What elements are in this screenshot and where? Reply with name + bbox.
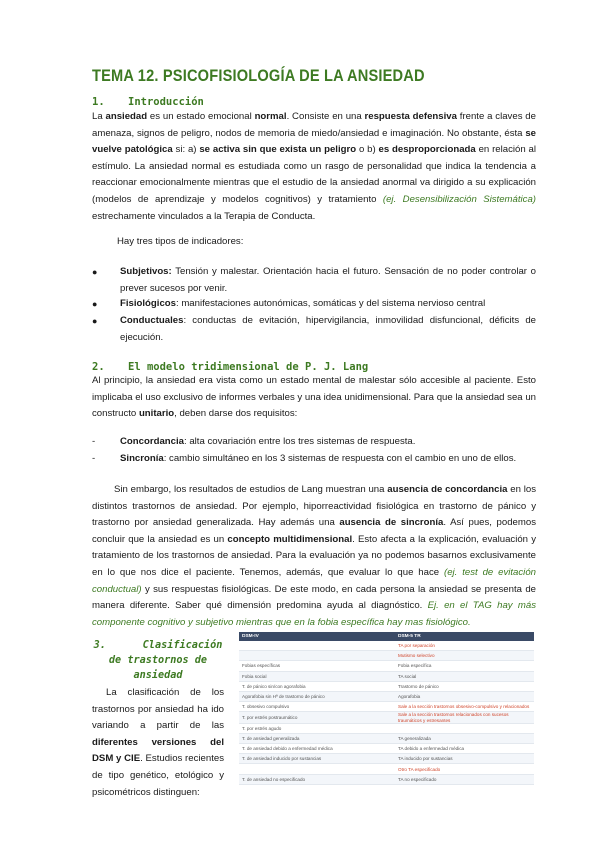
bullet-dot: ● xyxy=(92,299,98,309)
section-3-number: 3. xyxy=(93,640,106,651)
section-3-title: Clasificación de trastornos de ansiedad xyxy=(108,640,223,681)
cell-dsm-iv: T. de ansiedad debido a enfermedad médica xyxy=(239,744,395,754)
table-row xyxy=(239,702,534,712)
section-3-paragraph xyxy=(92,685,224,801)
section-1-heading xyxy=(92,96,204,108)
table-row xyxy=(239,744,534,754)
cell-dsm-5 xyxy=(395,723,534,733)
text-run: : conductas de evitación, hipervigilancia, inmovilidad disfuncional, déficits de ejecución. xyxy=(120,315,536,343)
cell-dsm-5: TA no especificado xyxy=(395,774,534,784)
cell-dsm-iv xyxy=(239,764,395,774)
cell-dsm-iv: T. por estrés agudo xyxy=(239,723,395,733)
cell-dsm-5: Agorafobia xyxy=(395,691,534,701)
indicators-intro: Hay tres tipos de indicadores: xyxy=(117,236,244,247)
section-2-title: El modelo tridimensional de P. J. Lang xyxy=(128,361,369,373)
bullet-text xyxy=(120,313,536,346)
bold-text: ausencia de sincronía xyxy=(339,517,444,529)
table-header-dsm-iv: DSM-IV xyxy=(239,632,395,641)
table-row xyxy=(239,754,534,764)
bold-text: Concordancia xyxy=(120,436,184,447)
table-row xyxy=(239,733,534,743)
dash-marker: - xyxy=(92,453,96,464)
bold-text: normal xyxy=(254,111,287,122)
bold-text: respuesta defensiva xyxy=(364,111,457,122)
table-row xyxy=(239,641,534,651)
table-row xyxy=(239,774,534,784)
text-run: : manifestaciones autonómicas, somáticas y del sistema nervioso central xyxy=(175,298,486,309)
table-header-row xyxy=(239,632,534,641)
example-text: (ej. test de evitación conductual) xyxy=(92,566,536,595)
bold-text: ansiedad xyxy=(105,111,148,122)
cell-dsm-iv xyxy=(239,651,395,661)
text-run: en los distintos trastornos de ansiedad. Por ejemplo, hiporreactividad fisiológica en trastorno de pánico y trastorno por ansiedad generalizada. Hay además una xyxy=(92,484,536,529)
bullet-dot: ● xyxy=(92,316,98,326)
text-run: y sus respuestas fisiológicas. De este modo, en cada persona la ansiedad se presenta de manera diferente. Saber qué dimensión predomina ayuda al diagnóstico. xyxy=(92,583,536,612)
page-title: TEMA 12. PSICOFISIOLOGÍA DE LA ANSIEDAD xyxy=(92,66,425,85)
cell-dsm-iv: T. de ansiedad generalizada xyxy=(239,733,395,743)
classification-table xyxy=(239,632,534,785)
bold-text: Subjetivos: xyxy=(120,266,172,277)
bold-text: unitario xyxy=(138,408,175,420)
text-run: . Consiste en una xyxy=(286,111,365,122)
text-run: si: a) xyxy=(172,144,200,156)
cell-dsm-5: Fobia específica xyxy=(395,661,534,671)
text-run: : cambio simultáneo en los 3 sistemas de respuesta con el cambio en uno de ellos. xyxy=(163,453,517,464)
bullet-text xyxy=(120,296,536,313)
section-2-number: 2. xyxy=(92,361,105,373)
table-row xyxy=(239,712,534,723)
bold-text: diferentes versiones del DSM y CIE xyxy=(92,736,224,765)
cell-dsm-iv: Agorafobia sin Hª de trastorno de pánico xyxy=(239,691,395,701)
text-run: : alta covariación entre los tres sistemas de respuesta. xyxy=(183,436,416,447)
bullet-dot: ● xyxy=(92,267,98,277)
bold-text: Fisiológicos xyxy=(120,298,176,309)
table-row xyxy=(239,671,534,681)
bold-text: es desproporcionada xyxy=(378,144,476,156)
text-run: frente a claves de amenaza, signos de peligro, nodos de memoria de miedo/ansiedad e imaginación. No obstante, ésta xyxy=(92,111,536,139)
cell-dsm-5: Sale a la sección trastornos relacionados con sucesos traumáticos y estresantes xyxy=(395,712,534,723)
cell-dsm-5: Trastorno de pánico xyxy=(395,681,534,691)
text-run: , deben darse dos requisitos: xyxy=(174,408,298,420)
section-2-paragraph-1 xyxy=(92,373,536,423)
dash-marker: - xyxy=(92,436,96,447)
text-run: Al principio, la ansiedad era vista como un estado mental de malestar sólo accesible al paciente. Esto implicaba el uso exclusivo de informes verbales y una idea unidimensional. Para que la ansiedad sea un constructo xyxy=(92,375,536,420)
text-run: La xyxy=(92,111,106,122)
section-2-heading xyxy=(92,361,368,373)
cell-dsm-5: Mutismo selectivo xyxy=(395,651,534,661)
requirement-text xyxy=(120,434,415,451)
text-run: . Esto afecta a la explicación, evaluación y tratamiento de los trastornos de ansiedad. Para la evaluación ya no podemos basarnos exclusivamente en lo que nos dice el paciente. Tenemos, además, que evaluar lo que hace xyxy=(92,533,536,578)
text-run: Sin embargo, los resultados de estudios de Lang muestran una xyxy=(114,484,388,495)
section-1-paragraph xyxy=(92,109,536,225)
text-run: . Estudios recientes de tipo genético, etológico y psicométricos distinguen: xyxy=(92,753,224,798)
table-row xyxy=(239,681,534,691)
text-run: o b) xyxy=(356,144,379,156)
table-row xyxy=(239,651,534,661)
text-run: es un estado emocional xyxy=(147,111,255,122)
bold-text: ausencia de concordancia xyxy=(387,484,508,495)
cell-dsm-iv: T. de ansiedad inducido por sustancias xyxy=(239,754,395,764)
bold-text: se vuelve patológica xyxy=(92,127,536,156)
example-text: (ej. Desensibilización Sistemática) xyxy=(382,193,537,205)
cell-dsm-iv xyxy=(239,641,395,651)
bullet-text xyxy=(120,264,536,297)
table-row xyxy=(239,723,534,733)
cell-dsm-5: TA debido a enfermedad médica xyxy=(395,744,534,754)
cell-dsm-iv: T. por estrés postraumático xyxy=(239,712,395,723)
bold-text: Sincronía xyxy=(120,453,164,464)
cell-dsm-5: Sale a la sección trastornos obsesivo-compulsivo y relacionados xyxy=(395,702,534,712)
bold-text: se activa sin que exista un peligro xyxy=(199,144,357,156)
bullet-subjetivos xyxy=(92,264,536,298)
table-row xyxy=(239,661,534,671)
cell-dsm-5: TA social xyxy=(395,671,534,681)
example-text: Ej. en el TAG hay más componente cognitivo y subjetivo mientras que en la fobia específica hay mas fisiológico. xyxy=(92,600,536,628)
cell-dsm-5: Otro TA especificado xyxy=(395,764,534,774)
cell-dsm-5: TA generalizada xyxy=(395,733,534,743)
text-run: estrechamente vinculados a la Terapia de Conducta. xyxy=(92,210,316,222)
cell-dsm-iv: T. de ansiedad no especificado xyxy=(239,774,395,784)
section-3-column xyxy=(92,638,224,801)
cell-dsm-iv: T. de pánico sin/con agorafobia xyxy=(239,681,395,691)
table-header-dsm-5: DSM-5 TR xyxy=(395,632,534,641)
bold-text: Conductuales xyxy=(120,315,184,326)
cell-dsm-iv: Fobia social xyxy=(239,671,395,681)
section-1-title: Introducción xyxy=(128,96,204,108)
table-row xyxy=(239,764,534,774)
text-run: . Así pues, podemos concluir que la ansiedad es un xyxy=(92,517,536,545)
bullet-conductuales xyxy=(92,313,536,347)
section-2-paragraph-2 xyxy=(92,482,536,631)
cell-dsm-iv: Fobias específicas xyxy=(239,661,395,671)
bullet-fisiologicos xyxy=(92,296,536,313)
table-row xyxy=(239,691,534,701)
text-run: en relación al estímulo. La ansiedad normal es estudiada como un rasgo de personalidad que indica la tendencia a reaccionar emocionalmente mientras que el estudio de la ansiedad anormal va dirigido a su explicación (modelos de aprendizaje y modelos cognitivos) y tratamiento xyxy=(92,144,536,205)
text-run: La clasificación de los trastornos por ansiedad ha ido variando a partir de las xyxy=(92,687,224,732)
bold-text: concepto multidimensional xyxy=(227,533,353,545)
section-3-heading xyxy=(92,638,224,683)
cell-dsm-5: TA por separación xyxy=(395,641,534,651)
text-run: Tensión y malestar. Orientación hacia el futuro. Sensación de no poder controlar o prever sucesos por venir. xyxy=(120,266,536,294)
section-1-number: 1. xyxy=(92,96,105,108)
cell-dsm-iv: T. obsesivo compulsivo xyxy=(239,702,395,712)
requirement-text xyxy=(120,451,516,468)
cell-dsm-5: TA inducido por sustancias xyxy=(395,754,534,764)
